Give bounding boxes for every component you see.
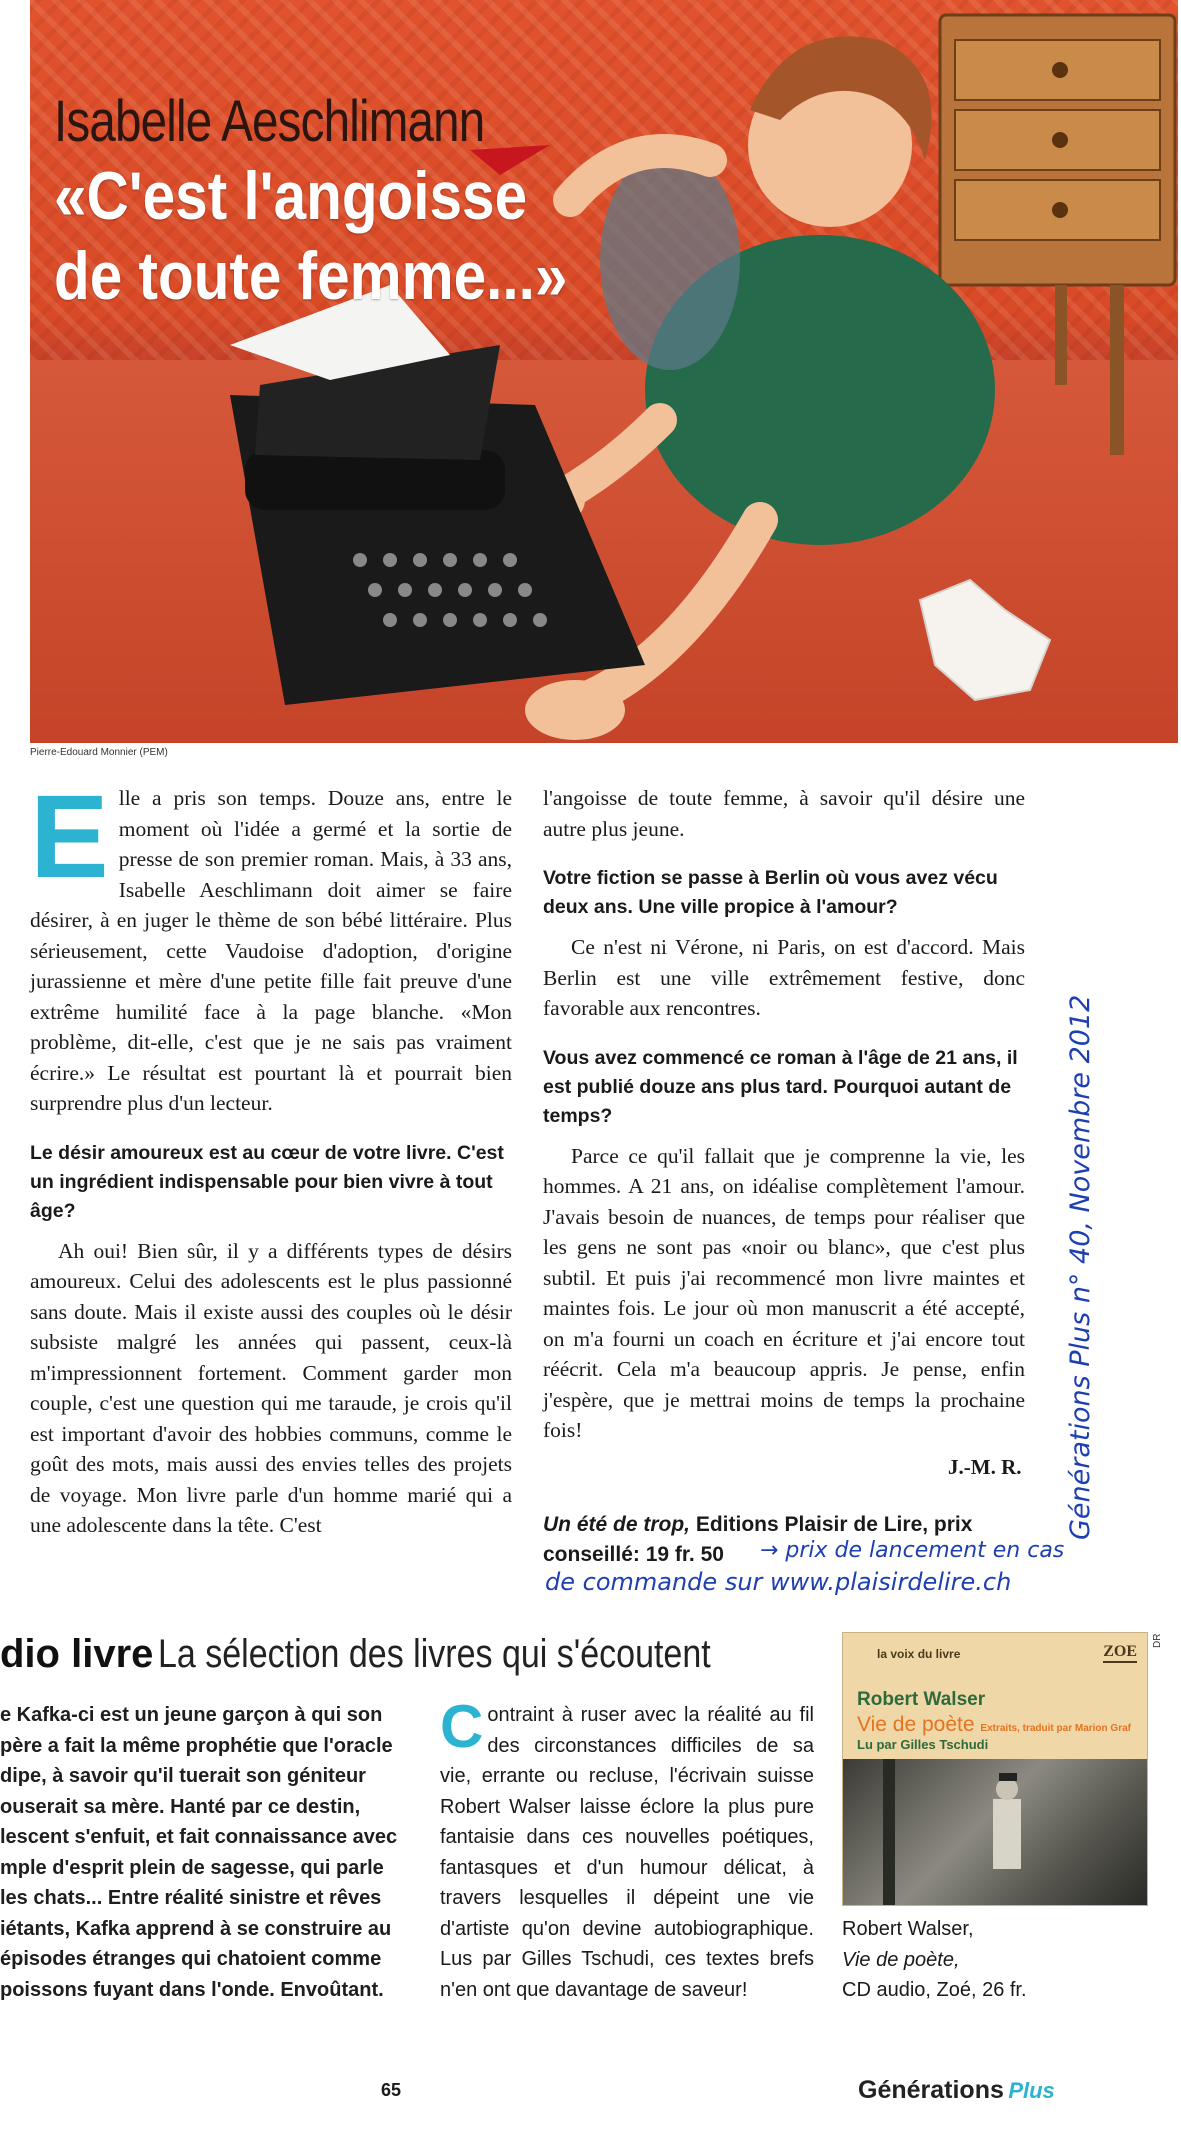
kafka-line: épisodes étranges qui chatoient comme: [0, 1948, 382, 1970]
book-publisher-price: Editions Plaisir de Lire, prix conseillé: 19 fr. 50: [543, 1513, 973, 1566]
cd-title-line: [857, 1713, 1131, 1737]
hero-quote-line1: «C'est l'angoisse: [54, 158, 528, 234]
answer-2: Ce n'est ni Vérone, ni Paris, on est d'accord. Mais Berlin est une ville extrêmement festive, donc favorable aux rencontres.: [543, 935, 1025, 1020]
brand-generations: Générations: [858, 2076, 1004, 2104]
kafka-line: mple d'esprit plein de sagesse, qui parle: [0, 1856, 384, 1879]
audio-section-title: [0, 1632, 808, 1677]
cd-caption-title: Vie de poète,: [842, 1948, 960, 1971]
cd-subtitle: Extraits, traduit par Marion Graf: [980, 1723, 1131, 1734]
kafka-line: poissons fuyant dans l'onde. Envoûtant.: [0, 1978, 384, 2001]
page-number: 65: [381, 2080, 402, 2100]
kafka-line: dipe, à savoir qu'il tuerait son géniteur: [0, 1765, 366, 1787]
walser-drop-cap: C: [440, 1693, 484, 1760]
cd-cover-image: [842, 1632, 1148, 1906]
cd-caption: [842, 1914, 1162, 2006]
cd-series: la voix du livre: [877, 1647, 961, 1661]
hero-headline: [54, 88, 651, 315]
cd-author: Robert Walser: [857, 1689, 986, 1710]
answer-1-continued: l'angoisse de toute femme, à savoir qu'il désire une autre plus jeune.: [543, 786, 1025, 841]
cd-caption-author: Robert Walser,: [842, 1918, 974, 1940]
cd-publisher-logo: ZOE: [1103, 1643, 1137, 1663]
audio-title-bold: dio livre: [0, 1632, 154, 1676]
hero-photo: [30, 0, 1178, 743]
drop-cap: E: [30, 771, 109, 903]
article-column-left: [30, 771, 512, 1541]
kafka-line: ouserait sa mère. Hanté par ce destin,: [0, 1795, 361, 1818]
handwritten-price-note-2: de commande sur www.plaisirdelire.ch: [545, 1568, 1012, 1596]
crumpled-paper-graphic: [920, 580, 1050, 700]
intro-paragraph: [30, 771, 512, 1119]
audio-col-walser: [440, 1693, 814, 2005]
intro-text: lle a pris son temps. Douze ans, entre le moment où l'idée a germé et la sortie de presse de son premier roman. Mais, à 33 ans, Isabelle Aeschlimann doit aimer se faire désirer, à en juger le thème de son bébé littéraire. Plus sérieusement, cette Vaudoise d'adoption, d'origine jurassienne et mère d'une petite fille fait preuve d'une extrême humilité face à la page blanche. «Mon problème, dit-elle, c'est que je ne sais pas vraiment écrire.» Le résultat est pourtant là et pourrait bien surprendre plus d'un lecteur.: [30, 786, 512, 1115]
kafka-line: iétants, Kafka apprend à se construire au: [0, 1917, 392, 1940]
kafka-line: père a fait la même prophétie que l'oracle: [0, 1734, 393, 1757]
question-1: Le désir amoureux est au cœur de votre livre. C'est un ingrédient indispensable pour bien vivre à tout âge?: [30, 1141, 504, 1222]
book-title: Un été de trop,: [543, 1513, 691, 1536]
answer-1: Ah oui! Bien sûr, il y a différents types de désirs amoureux. Celui des adolescents est le plus passionné sans doute. Mais il existe aussi des couples où le désir subsiste malgré les années qui passent, ceux-là m'impressionnent fortement. Comment garder mon couple, c'est une question qui me taraude, je crois qu'il est important d'avoir des hobbies communs, comme le goût des mots, mais aussi des envies telles des projets de voyage. Mon livre parle d'un homme marié qui a une adolescente dans la tête. C'est: [30, 1238, 512, 1537]
footer-brand: [858, 2076, 1055, 2105]
author-signature: J.-M. R.: [948, 1455, 1022, 1479]
article-column-right: [543, 783, 1025, 1446]
cd-photo-figure: [843, 1759, 1147, 1905]
audio-col-kafka: [0, 1700, 400, 2005]
audio-title-rest: La sélection des livres qui s'écoutent: [157, 1632, 711, 1676]
handwritten-side-note: Générations Plus n° 40, Novembre 2012: [1065, 994, 1096, 1540]
answer-3: Parce ce qu'il fallait que je comprenne la vie, les hommes. A 21 ans, on idéalise complètement l'amour. J'avais besoin de nuances, de temps pour réaliser que les gens ne sont pas «noir ou blanc», que c'est plus subtil. Et puis j'ai recommencé mon livre maintes et maintes fois. Le jour où mon manuscrit a été accepté, on m'a fourni un coach en écriture et j'ai encore tout réécrit. Cela m'a beaucoup appris. Je pense, enfin j'espère, que je mettrai moins de temps la prochaine fois!: [543, 1143, 1025, 1442]
question-2: Votre fiction se passe à Berlin où vous avez vécu deux ans. Une ville propice à l'amour?: [543, 867, 998, 918]
walser-text: ontraint à ruser avec la réalité au fil des circonstances difficiles de sa vie, errante ou recluse, l'écrivain suisse Robert Walser laisse éclore la plus pure fantaisie dans ces nouvelles poétiques, fantasques et d'un humour délicat, à travers lesquelles il dépeint une vie d'artiste qu'on devine autobiographique. Lus par Gilles Tschudi, ces textes brefs n'en ont que davantage de saveur!: [440, 1704, 814, 2001]
cd-title: Vie de poète: [857, 1713, 975, 1736]
hero-quote-line2: de toute femme...»: [54, 238, 568, 314]
brand-plus: Plus: [1008, 2078, 1055, 2103]
cd-reader: Lu par Gilles Tschudi: [857, 1737, 989, 1752]
handwritten-price-note-1: → prix de lancement en cas: [760, 1538, 1065, 1563]
hero-author: Isabelle Aeschlimann: [54, 89, 485, 154]
kafka-line: e Kafka-ci est un jeune garçon à qui son: [0, 1704, 383, 1726]
cd-photo-credit: DR: [1152, 1633, 1163, 1648]
cd-caption-details: CD audio, Zoé, 26 fr.: [842, 1979, 1027, 2001]
question-3: Vous avez commencé ce roman à l'âge de 21 ans, il est publié douze ans plus tard. Pourquoi autant de temps?: [543, 1046, 1018, 1127]
cd-photo: [843, 1759, 1147, 1905]
kafka-line: les chats... Entre réalité sinistre et rêves: [0, 1887, 382, 1909]
photo-credit: Pierre-Edouard Monnier (PEM): [30, 747, 168, 758]
kafka-line: lescent s'enfuit, et fait connaissance avec: [0, 1826, 398, 1848]
